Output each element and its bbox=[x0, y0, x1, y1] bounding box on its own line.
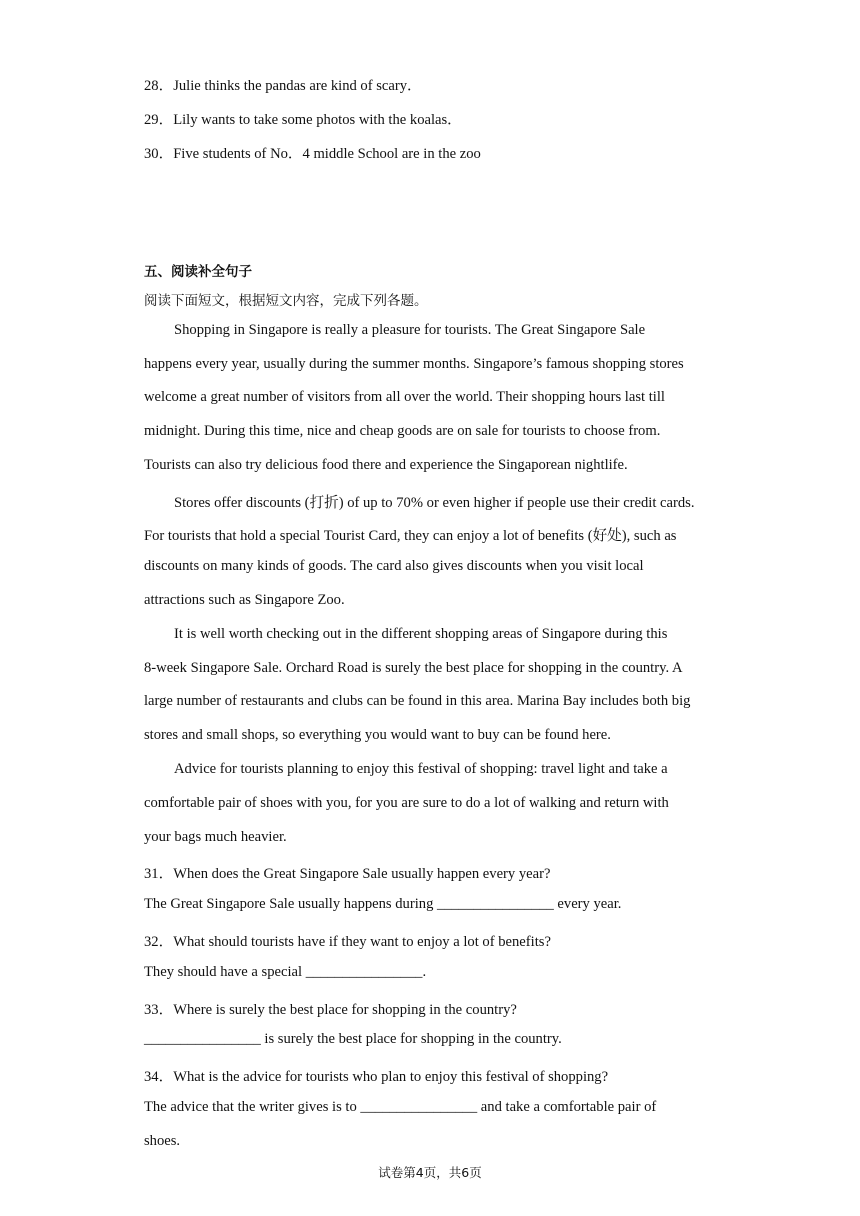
statement-30: 30．Five students of No．4 middle School are in the zoo bbox=[144, 146, 481, 162]
passage-line: stores and small shops, so everything you would want to buy can be found here. bbox=[144, 727, 611, 743]
passage-line: midnight. During this time, nice and cheap goods are on sale for tourists to choose from. bbox=[144, 423, 661, 439]
section-title: 五、阅读补全句子 bbox=[144, 264, 252, 280]
passage-line: happens every year, usually during the summer months. Singapore’s famous shopping stores bbox=[144, 356, 684, 372]
passage-line: 8-week Singapore Sale. Orchard Road is surely the best place for shopping in the country. A bbox=[144, 660, 683, 676]
passage-line: your bags much heavier. bbox=[144, 829, 287, 845]
passage-line: comfortable pair of shoes with you, for you are sure to do a lot of walking and return with bbox=[144, 795, 669, 811]
answer-line-33: ________________ is surely the best place for shopping in the country. bbox=[144, 1031, 562, 1047]
answer-line-31: The Great Singapore Sale usually happens during ________________ every year. bbox=[144, 896, 622, 912]
statement-28: 28．Julie thinks the pandas are kind of scary． bbox=[144, 78, 422, 94]
passage-line: It is well worth checking out in the different shopping areas of Singapore during this bbox=[174, 626, 668, 642]
answer-line-34-cont: shoes. bbox=[144, 1133, 181, 1149]
section-instruction: 阅读下面短文，根据短文内容，完成下列各题。 bbox=[144, 293, 428, 309]
question-32: 32．What should tourists have if they want to enjoy a lot of benefits? bbox=[144, 934, 551, 950]
passage-line: discounts on many kinds of goods. The card also gives discounts when you visit local bbox=[144, 558, 644, 574]
passage-line: Tourists can also try delicious food there and experience the Singaporean nightlife. bbox=[144, 457, 628, 473]
passage-line: attractions such as Singapore Zoo. bbox=[144, 592, 345, 608]
passage-line: For tourists that hold a special Tourist Card, they can enjoy a lot of benefits (好处), such as bbox=[144, 528, 677, 544]
question-31: 31．When does the Great Singapore Sale usually happen every year? bbox=[144, 866, 551, 882]
passage-line: Stores offer discounts (打折) of up to 70% or even higher if people use their credit cards. bbox=[174, 495, 695, 511]
answer-line-32: They should have a special ________________. bbox=[144, 964, 427, 980]
passage-line: large number of restaurants and clubs can be found in this area. Marina Bay includes both big bbox=[144, 693, 691, 709]
passage-line: welcome a great number of visitors from all over the world. Their shopping hours last till bbox=[144, 389, 665, 405]
statement-29: 29．Lily wants to take some photos with the koalas． bbox=[144, 112, 462, 128]
answer-line-34: The advice that the writer gives is to ________________ and take a comfortable pair of bbox=[144, 1099, 657, 1115]
question-33: 33．Where is surely the best place for shopping in the country? bbox=[144, 1002, 517, 1018]
passage-line: Shopping in Singapore is really a pleasure for tourists. The Great Singapore Sale bbox=[174, 322, 646, 338]
question-34: 34．What is the advice for tourists who plan to enjoy this festival of shopping? bbox=[144, 1069, 609, 1085]
passage-line: Advice for tourists planning to enjoy this festival of shopping: travel light and take a bbox=[174, 761, 668, 777]
page-footer: 试卷第4页，共6页 bbox=[378, 1165, 482, 1180]
